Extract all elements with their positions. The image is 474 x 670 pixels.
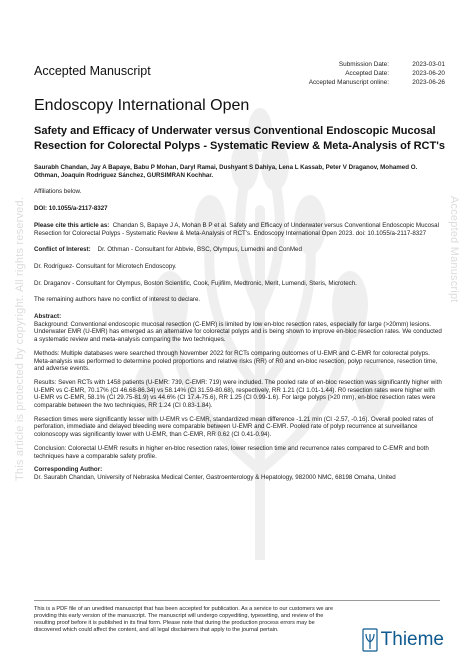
- copyright-side-text: This article is protected by copyright. All rights reserved.: [14, 196, 26, 481]
- abstract-results-continued: Resection times were significantly lesser with U-EMR vs C-EMR, standardized mean difference -1.21 min (CI -2.57, -0.16). Overall pooled rates of perforation, immediate and delayed bleeding were comparable between U-EMR and C-EMR. Pooled rate of polyp recurrence at surveillance colonoscopy was significantly lower with U-EMR, than C-EMR, RR 0.62 (CI 0.41-0.94).: [34, 415, 434, 439]
- thieme-logo: [362, 628, 444, 652]
- abstract-label: Abstract:: [34, 313, 62, 321]
- corresponding-text: Dr. Saurabh Chandan, University of Nebraska Medical Center, Gastroenterology & Hepatology, 982000 NMC, 68198 Omaha, United: [34, 473, 396, 481]
- author-list: Saurabh Chandan, Jay A Bapaye, Babu P Mohan, Daryl Ramai, Dushyant S Dahiya, Lena L Kassab, Peter V Draganov, Mohamed O. Othman, Joaquin Rodriguez Sánchez, GURSIMRAN Kochhar.: [34, 164, 418, 179]
- date-value: 2023-06-26: [412, 78, 445, 86]
- footer-disclaimer: This is a PDF file of an unedited manuscript that has been accepted for publication. As a service to our customers we are providing this early version of the manuscript. The manuscript will undergo copyediting, typesetting, and review of the resulting proof before it is published in its final form. Please note that during the production process errors may be discovered which could affect the content, and all legal disclaimers that apply to the journal pertain.: [34, 606, 334, 633]
- footer-divider: [34, 600, 440, 601]
- coi-second: Dr. Rodríguez- Consultant for Microtech Endoscopy.: [34, 262, 177, 270]
- date-label: Accepted Manuscript online:: [308, 78, 389, 86]
- date-label: Accepted Date:: [345, 69, 389, 77]
- journal-name: Endoscopy International Open: [34, 97, 250, 114]
- thieme-logo-icon: [362, 628, 378, 652]
- publisher-name: Thieme: [380, 629, 444, 650]
- affiliations-note: Affiliations below.: [34, 188, 82, 196]
- corresponding-label: Corresponding Author:: [34, 466, 103, 474]
- citation: [34, 222, 442, 237]
- accepted-manuscript-side-text: Accepted Manuscript: [448, 196, 460, 303]
- coi-first-text: Dr. Othman - Consultant for Abbvie, BSC, Olympus, Lumedni and ConMed: [97, 246, 302, 254]
- accepted-date-row: [309, 70, 445, 79]
- coi-remaining: The remaining authors have no conflict of interest to declare.: [34, 296, 201, 304]
- article-body: [34, 164, 442, 482]
- coi-label: Conflict of Interest:: [34, 246, 91, 254]
- abstract-methods: Methods: Multiple databases were searched through November 2022 for RCTs comparing outcomes of U-EMR and C-EMR for colorectal polyps. Meta-analysis was performed to determine pooled proportions and relative risks (RR) of R0 and en-bloc resection, polyp recurrence, resection time, and adverse events.: [34, 349, 438, 373]
- abstract-results: Results: Seven RCTs with 1458 patients (U-EMR: 739, C-EMR: 719) were included. The pooled rate of en-bloc resection was significantly higher with U-EMR vs C-EMR, 70.17% (CI 46.68-86.34) vs 58.14% (CI 31.59-80.68), respectively, RR 1.21 (CI 1.01-1.44). R0 resection rates were higher with U-EMR vs C-EMR, 58.1% (CI 29.75-81.9) vs 44.6% (CI 17.4-75.6), RR 1.25 (CI 0.99-1.6). For large polyps (>20 mm), en-bloc resection rates were comparable between the two techniques, RR 1.24 (CI 0.83-1.84).: [34, 378, 442, 410]
- date-value: 2023-03-01: [412, 61, 445, 68]
- article-title: Safety and Efficacy of Underwater versus Conventional Endoscopic Mucosal Resection for Colorectal Polyps - Systematic Review & Meta-Analysis of RCT's: [34, 125, 445, 152]
- accepted-manuscript-heading: Accepted Manuscript: [34, 64, 151, 78]
- coi-third: Dr. Draganov - Consultant for Olympus, Boston Scientific, Cook, Fujifilm, Medtronic, Merit, Lumendi, Steris, Microtech.: [34, 279, 357, 287]
- dates-block: [309, 61, 445, 88]
- date-value: 2023-06-20: [412, 69, 445, 77]
- doi[interactable]: DOI: 10.1055/a-2117-8327: [34, 205, 108, 213]
- citation-label: Please cite this article as:: [34, 221, 110, 229]
- coi-first: [34, 246, 442, 254]
- abstract-background: Background: Conventional endoscopic mucosal resection (C-EMR) is limited by low en-bloc resection rates, especially for large (>20mm) lesions. Underwater EMR (U-EMR) has emerged as an alternative for colorectal polyps and is being shown to improve en-bloc resection rates. We conducted a systematic review and meta-analysis comparing the two techniques.: [34, 320, 442, 344]
- date-label: Submission Date:: [338, 61, 389, 68]
- abstract-conclusion: Conclusion: Colorectal U-EMR results in higher en-bloc resection rates, lower resection time and recurrence rates compared to C-EMR and both techniques have a comparable safety profile.: [34, 444, 429, 460]
- submission-date-row: [309, 61, 445, 70]
- citation-text: Chandan S, Bapaye J A, Mohan B P et al. Safety and Efficacy of Underwater versus Conventional Endoscopic Mucosal Resection for Colorectal Polyps - Systematic Review & Meta-Analysis of RCT's. Endoscopy International Open 2023. doi: 10.1055/a-2117-8327: [34, 221, 439, 237]
- online-date-row: [309, 79, 445, 88]
